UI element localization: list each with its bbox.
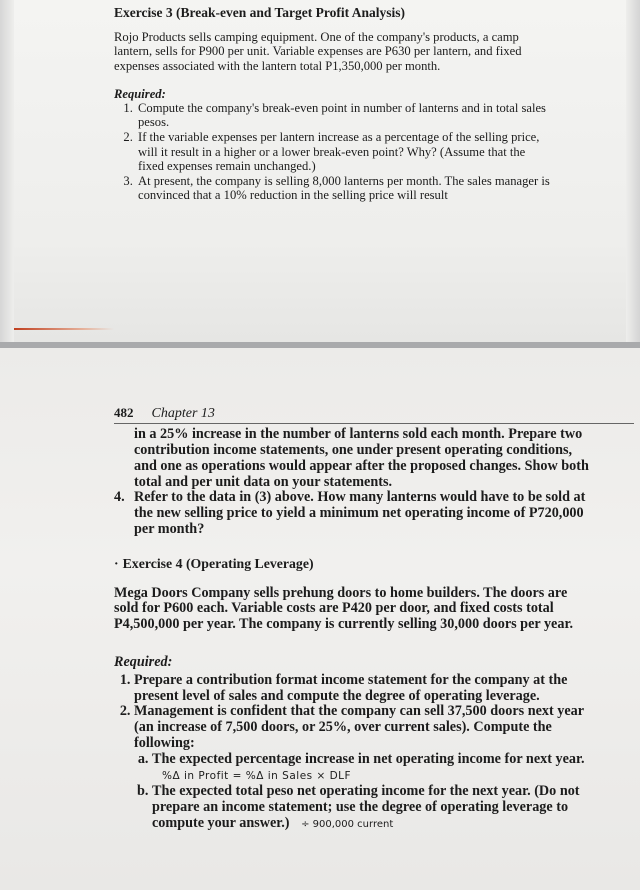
required-item-text: Management is confident that the company can sell 37,500 doors next year (an increase of 7,500 doors, or 25%, over current sales). Compute the following: — [134, 703, 584, 751]
sub-item — [152, 784, 594, 832]
item-4 — [114, 490, 594, 537]
page-number: 482 — [114, 405, 134, 420]
exercise-3-title: Exercise 3 (Break-even and Target Profit Analysis) — [114, 5, 405, 20]
required-heading: Required: — [114, 653, 173, 670]
required-item — [134, 704, 594, 832]
photo-edge-right — [626, 0, 640, 342]
exercise-3-continued — [114, 427, 594, 833]
required-item: 1. Prepare a contribution format income statement for the company at the present level of sales and compute the degree of operating leverage. — [134, 673, 594, 705]
required-item: 2. If the variable expenses per lantern increase as a percentage of the selling price, will it result in a higher or a lower break-even point? Why? (Assume that the fixed expenses remain unchanged.) — [136, 130, 554, 173]
sub-list — [134, 752, 594, 833]
required-item: 3. At present, the company is selling 8,000 lanterns per month. The sales manager is convinced that a 10% reduction in the selling price will result — [136, 174, 554, 202]
item-3-continuation: in a 25% increase in the number of lanterns sold each month. Prepare two contribution income statements, one under present operating conditions, and one as operations would appear after the proposed changes. Show both total and per unit data on your statements. — [134, 426, 589, 490]
required-list — [114, 101, 554, 202]
page-edge-streak — [14, 328, 114, 330]
handwritten-note: ÷ 900,000 current — [301, 818, 394, 830]
item-4-text: Refer to the data in (3) above. How many lanterns would have to be sold at the new selling price to yield a minimum net operating income of P720,000 per month? — [134, 489, 586, 537]
sub-item-text: The expected percentage increase in net operating income for next year. — [152, 750, 585, 767]
exercise-4-title: Exercise 4 (Operating Leverage) — [122, 555, 314, 571]
item-4-number: 4. — [114, 489, 125, 506]
exercise-3-page — [114, 6, 554, 203]
required-heading: Required: — [114, 86, 166, 101]
sub-item — [152, 752, 594, 785]
sub-item-text: The expected total peso net operating income for the next year. (Do not prepare an income statement; use the degree of operating leverage to compute your answer.) — [152, 783, 580, 831]
chapter-13-page — [114, 406, 594, 833]
required-list — [114, 673, 594, 833]
chapter-title: Chapter 13 — [151, 406, 215, 421]
photo-page-bottom — [0, 348, 640, 890]
header-rule — [114, 423, 634, 424]
exercise-4-heading — [114, 556, 594, 572]
page-header — [114, 406, 594, 421]
photo-page-top — [0, 0, 640, 342]
exercise-4-paragraph: Mega Doors Company sells prehung doors to home builders. The doors are sold for P600 each. Variable costs are P420 per door, and fixed costs total P4,500,000 per year. The company is currently selling 30,000 doors per year. — [114, 584, 573, 633]
bullet-marker: · — [114, 555, 119, 571]
exercise-3-paragraph: Rojo Products sells camping equipment. One of the company's products, a camp lantern, sells for P900 per unit. Variable expenses are P630 per lantern, and fixed expenses associated with the lantern total P1,350,000 per month. — [114, 30, 522, 73]
required-item: 1. Compute the company's break-even point in number of lanterns and in total sales pesos. — [136, 101, 554, 129]
photo-edge-left — [0, 0, 14, 342]
handwritten-note: %Δ in Profit = %Δ in Sales × DLF — [162, 769, 352, 782]
